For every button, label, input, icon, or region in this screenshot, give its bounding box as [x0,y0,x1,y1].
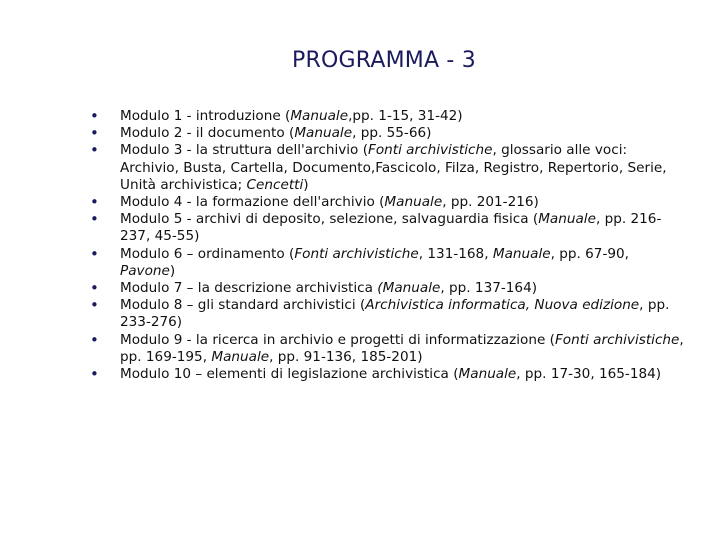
module-text-segment: , pp. 137-164) [440,280,538,297]
module-item [86,246,686,280]
module-text-segment: , pp. 17-30, 165-184) [516,366,662,383]
module-item [86,108,686,125]
bullet-icon: • [90,330,99,349]
module-text-segment: Modulo 5 - archivi di deposito, selezione, salvaguardia fisica ( [120,211,539,228]
module-text-segment: Manuale [294,125,353,142]
bullet-icon: • [90,244,99,263]
module-item [86,297,686,331]
module-text-segment: Fonti archivistiche [368,142,493,159]
module-text-segment: Manuale [538,211,596,228]
module-text-segment: , pp. 91-136, 185-201) [269,348,423,365]
module-text-segment: Manuale [458,366,517,383]
module-text-segment: , 131-168, [418,245,493,262]
bullet-icon: • [90,193,99,212]
module-item [86,142,686,194]
module-text-segment: (Manuale [377,280,441,297]
module-text-segment: Modulo 2 - il documento ( [120,125,295,142]
bullet-icon: • [90,124,99,143]
module-text-segment: , pp. 169-195, [120,331,684,365]
module-text-segment: Fonti archivistiche [554,331,680,348]
module-item [86,366,686,383]
module-text-segment: Manuale [290,108,349,124]
module-text-segment: , pp. 216-237, 45-55) [120,211,662,245]
module-text-segment: Manuale [492,245,551,262]
module-text-segment: Pavone [120,262,170,279]
module-text-segment: Modulo 1 - introduzione ( [120,108,291,124]
module-text-segment: Modulo 7 – la descrizione archivistica [120,280,378,297]
module-text-segment: Manuale [211,348,270,365]
module-text-segment: Modulo 9 - la ricerca in archivio e progetti di informatizzazione ( [120,331,555,348]
module-item [86,280,686,297]
module-text-segment: Manuale [384,194,443,211]
bullet-icon: • [90,107,99,125]
slide-title: PROGRAMMA - 3 [292,48,476,73]
module-text-segment: Archivistica informatica, Nuova edizione [365,297,640,314]
module-text-segment: Fonti archivistiche [294,245,419,262]
module-text-segment: Modulo 10 – elementi di legislazione archivistica ( [120,366,459,383]
module-text-segment: , pp. 55-66) [352,125,432,142]
module-text-segment: Modulo 4 - la formazione dell'archivio ( [120,194,385,211]
module-text-segment: Modulo 3 - la struttura dell'archivio ( [120,142,368,159]
bullet-icon: • [90,210,99,229]
module-text-segment: ) [169,262,176,279]
module-item [86,194,686,211]
module-list [86,108,686,383]
module-text-segment: , glossario alle voci: Archivio, Busta, Cartella, Documento,Fascicolo, Filza, Registro, Repertorio, Serie, Unità archivistica; [120,142,667,193]
module-text-segment: Modulo 8 – gli standard archivistici ( [120,297,366,314]
module-text-segment: ,pp. 1-15, 31-42) [348,108,463,124]
module-text-segment: , pp. 233-276) [120,297,670,331]
module-item [86,332,686,366]
bullet-icon: • [90,365,99,384]
module-text-segment: Modulo 6 – ordinamento ( [120,245,295,262]
module-item [86,211,686,245]
module-text-segment: , pp. 67-90, [550,245,629,262]
bullet-icon: • [90,279,99,298]
bullet-icon: • [90,296,99,315]
module-text-segment: , pp. 201-216) [442,194,539,211]
module-text-segment: Cencetti [246,176,304,193]
bullet-icon: • [90,141,99,160]
module-item [86,125,686,142]
module-text-segment: ) [303,176,309,193]
